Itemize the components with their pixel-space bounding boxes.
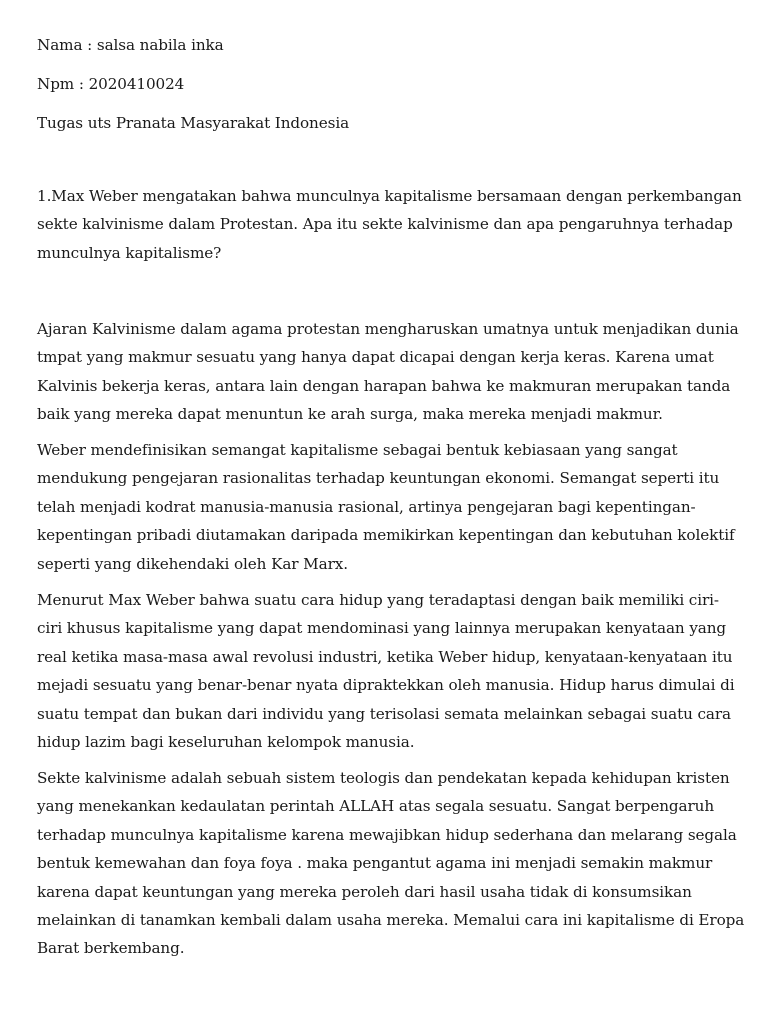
answer-line: suatu tempat dan bukan dari individu yang terisolasi semata melainkan sebagai suatu cara xyxy=(37,704,731,723)
question-paragraph xyxy=(37,182,742,267)
answer-line: real ketika masa-masa awal revolusi industri, ketika Weber hidup, kenyataan-kenyataan itu xyxy=(37,647,733,666)
student-name: Nama : salsa nabila inka xyxy=(37,36,224,54)
answer-line: tmpat yang makmur sesuatu yang hanya dapat dicapai dengan kerja keras. Karena umat xyxy=(37,348,714,367)
answer-line: Weber mendefinisikan semangat kapitalisme sebagai bentuk kebiasaan yang sangat xyxy=(37,441,678,459)
answer-line: bentuk kemewahan dan foya foya . maka pengantut agama ini menjadi semakin makmur xyxy=(37,854,713,873)
question-line: 1.Max Weber mengatakan bahwa munculnya kapitalisme bersamaan dengan perkembangan xyxy=(37,187,742,205)
answer-line: seperti yang dikehendaki oleh Kar Marx. xyxy=(37,554,348,573)
answer-paragraph-2 xyxy=(37,436,733,578)
answer-line: yang menekankan kedaulatan perintah ALLAH atas segala sesuatu. Sangat berpengaruh xyxy=(37,797,715,816)
answer-line: Barat berkembang. xyxy=(37,939,185,958)
answer-line: kepentingan pribadi diutamakan daripada memikirkan kepentingan dan kebutuhan kolektif xyxy=(37,526,735,545)
answer-line: karena dapat keuntungan yang mereka peroleh dari hasil usaha tidak di konsumsikan xyxy=(37,882,692,901)
answer-line: ciri khusus kapitalisme yang dapat mendominasi yang lainnya merupakan kenyataan yang xyxy=(37,619,727,638)
student-npm: Npm : 2020410024 xyxy=(37,75,185,93)
answer-paragraph-4 xyxy=(37,764,745,963)
answer-line: telah menjadi kodrat manusia-manusia rasional, artinya pengejaran bagi kepentingan- xyxy=(37,497,696,516)
answer-paragraph-3 xyxy=(37,586,733,756)
answer-paragraph-1 xyxy=(37,315,739,429)
answer-line: melainkan di tanamkan kembali dalam usaha mereka. Memalui cara ini kapitalisme di Eropa xyxy=(37,911,745,930)
answer-line: Sekte kalvinisme adalah sebuah sistem teologis dan pendekatan kepada kehidupan kristen xyxy=(37,769,730,787)
answer-line: hidup lazim bagi keseluruhan kelompok manusia. xyxy=(37,733,415,752)
question-line: sekte kalvinisme dalam Protestan. Apa itu sekte kalvinisme dan apa pengaruhnya terhadap xyxy=(37,215,733,234)
answer-line: mendukung pengejaran rasionalitas terhadap keuntungan ekonomi. Semangat seperti itu xyxy=(37,469,720,488)
answer-line: Menurut Max Weber bahwa suatu cara hidup yang teradaptasi dengan baik memiliki ciri- xyxy=(37,591,719,609)
answer-line: Ajaran Kalvinisme dalam agama protestan mengharuskan umatnya untuk menjadikan dunia xyxy=(37,320,739,338)
assignment-title: Tugas uts Pranata Masyarakat Indonesia xyxy=(37,114,350,132)
answer-line: terhadap munculnya kapitalisme karena mewajibkan hidup sederhana dan melarang segala xyxy=(37,825,737,844)
question-line: munculnya kapitalisme? xyxy=(37,243,222,262)
answer-line: baik yang mereka dapat menuntun ke arah surga, maka mereka menjadi makmur. xyxy=(37,405,663,424)
answer-line: mejadi sesuatu yang benar-benar nyata dipraktekkan oleh manusia. Hidup harus dimulai di xyxy=(37,676,735,695)
answer-line: Kalvinis bekerja keras, antara lain dengan harapan bahwa ke makmuran merupakan tanda xyxy=(37,376,731,395)
